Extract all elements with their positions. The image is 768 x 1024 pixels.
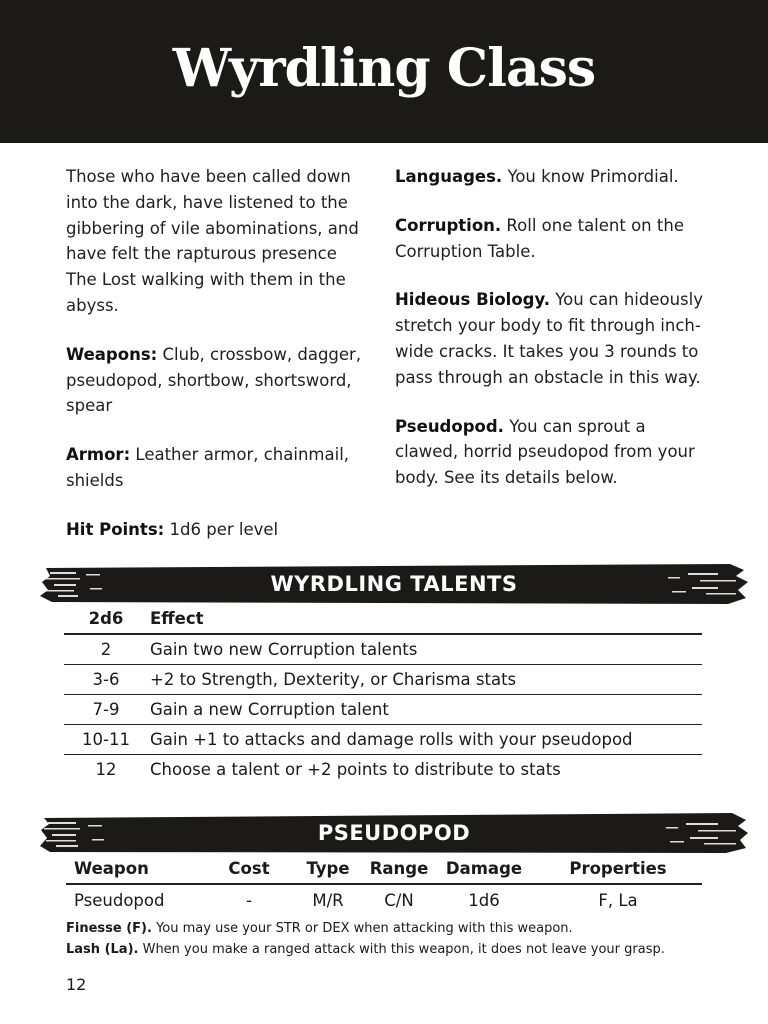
talents-header-row <box>64 604 702 634</box>
col-type: Type <box>292 854 364 884</box>
hit-points-text: 1d6 per level <box>169 519 279 539</box>
hideous-biology-paragraph <box>395 287 705 390</box>
talent-roll: 2 <box>64 634 148 665</box>
languages-label: Languages. <box>395 167 503 186</box>
talent-effect: Choose a talent or +2 points to distribute to stats <box>150 760 561 779</box>
table-row <box>64 755 702 785</box>
table-row <box>64 634 702 665</box>
weapon-cost: - <box>246 891 252 910</box>
col-properties: Properties <box>534 854 702 884</box>
pseudopod-text: You can sprout a clawed, horrid pseudopod from your body. See its details below. <box>395 416 695 488</box>
finesse-note <box>66 918 726 939</box>
page-title: Wyrdling Class <box>172 38 596 99</box>
armor-paragraph <box>66 442 371 494</box>
armor-text: Leather armor, chainmail, shields <box>66 445 350 490</box>
table-row <box>64 725 702 755</box>
table-row <box>64 695 702 725</box>
property-notes <box>66 918 726 960</box>
talent-effect: Gain +1 to attacks and damage rolls with your pseudopod <box>148 725 702 755</box>
page-number: 12 <box>66 975 87 994</box>
weapons-label: Weapons: <box>66 344 158 364</box>
right-column <box>395 164 705 514</box>
lash-note <box>66 939 726 960</box>
weapon-range: C/N <box>384 891 414 910</box>
col-damage: Damage <box>434 854 534 884</box>
weapons-paragraph <box>66 342 371 419</box>
talent-effect: +2 to Strength, Dexterity, or Charisma stats <box>148 665 702 695</box>
pseudopod-header-row <box>66 854 702 884</box>
armor-label: Armor: <box>66 445 131 465</box>
talent-roll: 7-9 <box>64 695 148 725</box>
hit-points-paragraph <box>66 517 371 543</box>
weapon-damage: 1d6 <box>468 891 500 910</box>
talent-roll: 10-11 <box>64 725 148 755</box>
corruption-paragraph <box>395 213 705 265</box>
weapon-name: Pseudopod <box>74 891 165 910</box>
weapon-type: M/R <box>312 891 344 910</box>
talent-roll: 12 <box>95 760 117 779</box>
left-column <box>66 164 371 566</box>
pseudopod-table <box>66 854 702 916</box>
table-row <box>66 884 702 916</box>
col-cost: Cost <box>206 854 292 884</box>
talents-table <box>64 604 702 784</box>
talents-col-roll: 2d6 <box>64 604 148 634</box>
col-weapon: Weapon <box>66 854 206 884</box>
hideous-biology-label: Hideous Biology. <box>395 290 550 310</box>
talent-effect: Gain a new Corruption talent <box>148 695 702 725</box>
weapons-text: Club, crossbow, dagger, pseudopod, shortbow, shortsword, spear <box>66 344 362 416</box>
pseudopod-paragraph <box>395 414 705 491</box>
corruption-text: Roll one talent on the Corruption Table. <box>395 215 684 261</box>
col-range: Range <box>364 854 434 884</box>
table-row <box>64 665 702 695</box>
languages-paragraph <box>395 164 705 190</box>
hit-points-label: Hit Points: <box>66 519 165 539</box>
hideous-biology-text: You can hideously stretch your body to fit through inch-wide cracks. It takes you 3 rounds to pass through an obstacle in this way. <box>395 290 703 387</box>
talents-banner <box>40 564 748 604</box>
languages-text: You know Primordial. <box>507 167 679 186</box>
pseudopod-heading: PSEUDOPOD <box>317 821 471 845</box>
talents-heading: WYRDLING TALENTS <box>270 572 518 596</box>
talents-col-effect: Effect <box>148 604 702 634</box>
intro-paragraph: Those who have been called down into the dark, have listened to the gibbering of vile abominations, and have felt the rapturous presence The Lost walking with them in the abyss. <box>66 167 359 315</box>
talent-effect: Gain two new Corruption talents <box>148 634 702 665</box>
pseudopod-banner <box>40 813 748 853</box>
lash-label: Lash (La). <box>66 942 139 957</box>
corruption-label: Corruption. <box>395 215 502 235</box>
talent-roll: 3-6 <box>64 665 148 695</box>
weapon-properties: F, La <box>598 891 638 910</box>
pseudopod-label: Pseudopod. <box>395 416 504 436</box>
lash-text: When you make a ranged attack with this weapon, it does not leave your grasp. <box>142 942 665 957</box>
finesse-text: You may use your STR or DEX when attacking with this weapon. <box>156 921 573 936</box>
finesse-label: Finesse (F). <box>66 921 152 936</box>
